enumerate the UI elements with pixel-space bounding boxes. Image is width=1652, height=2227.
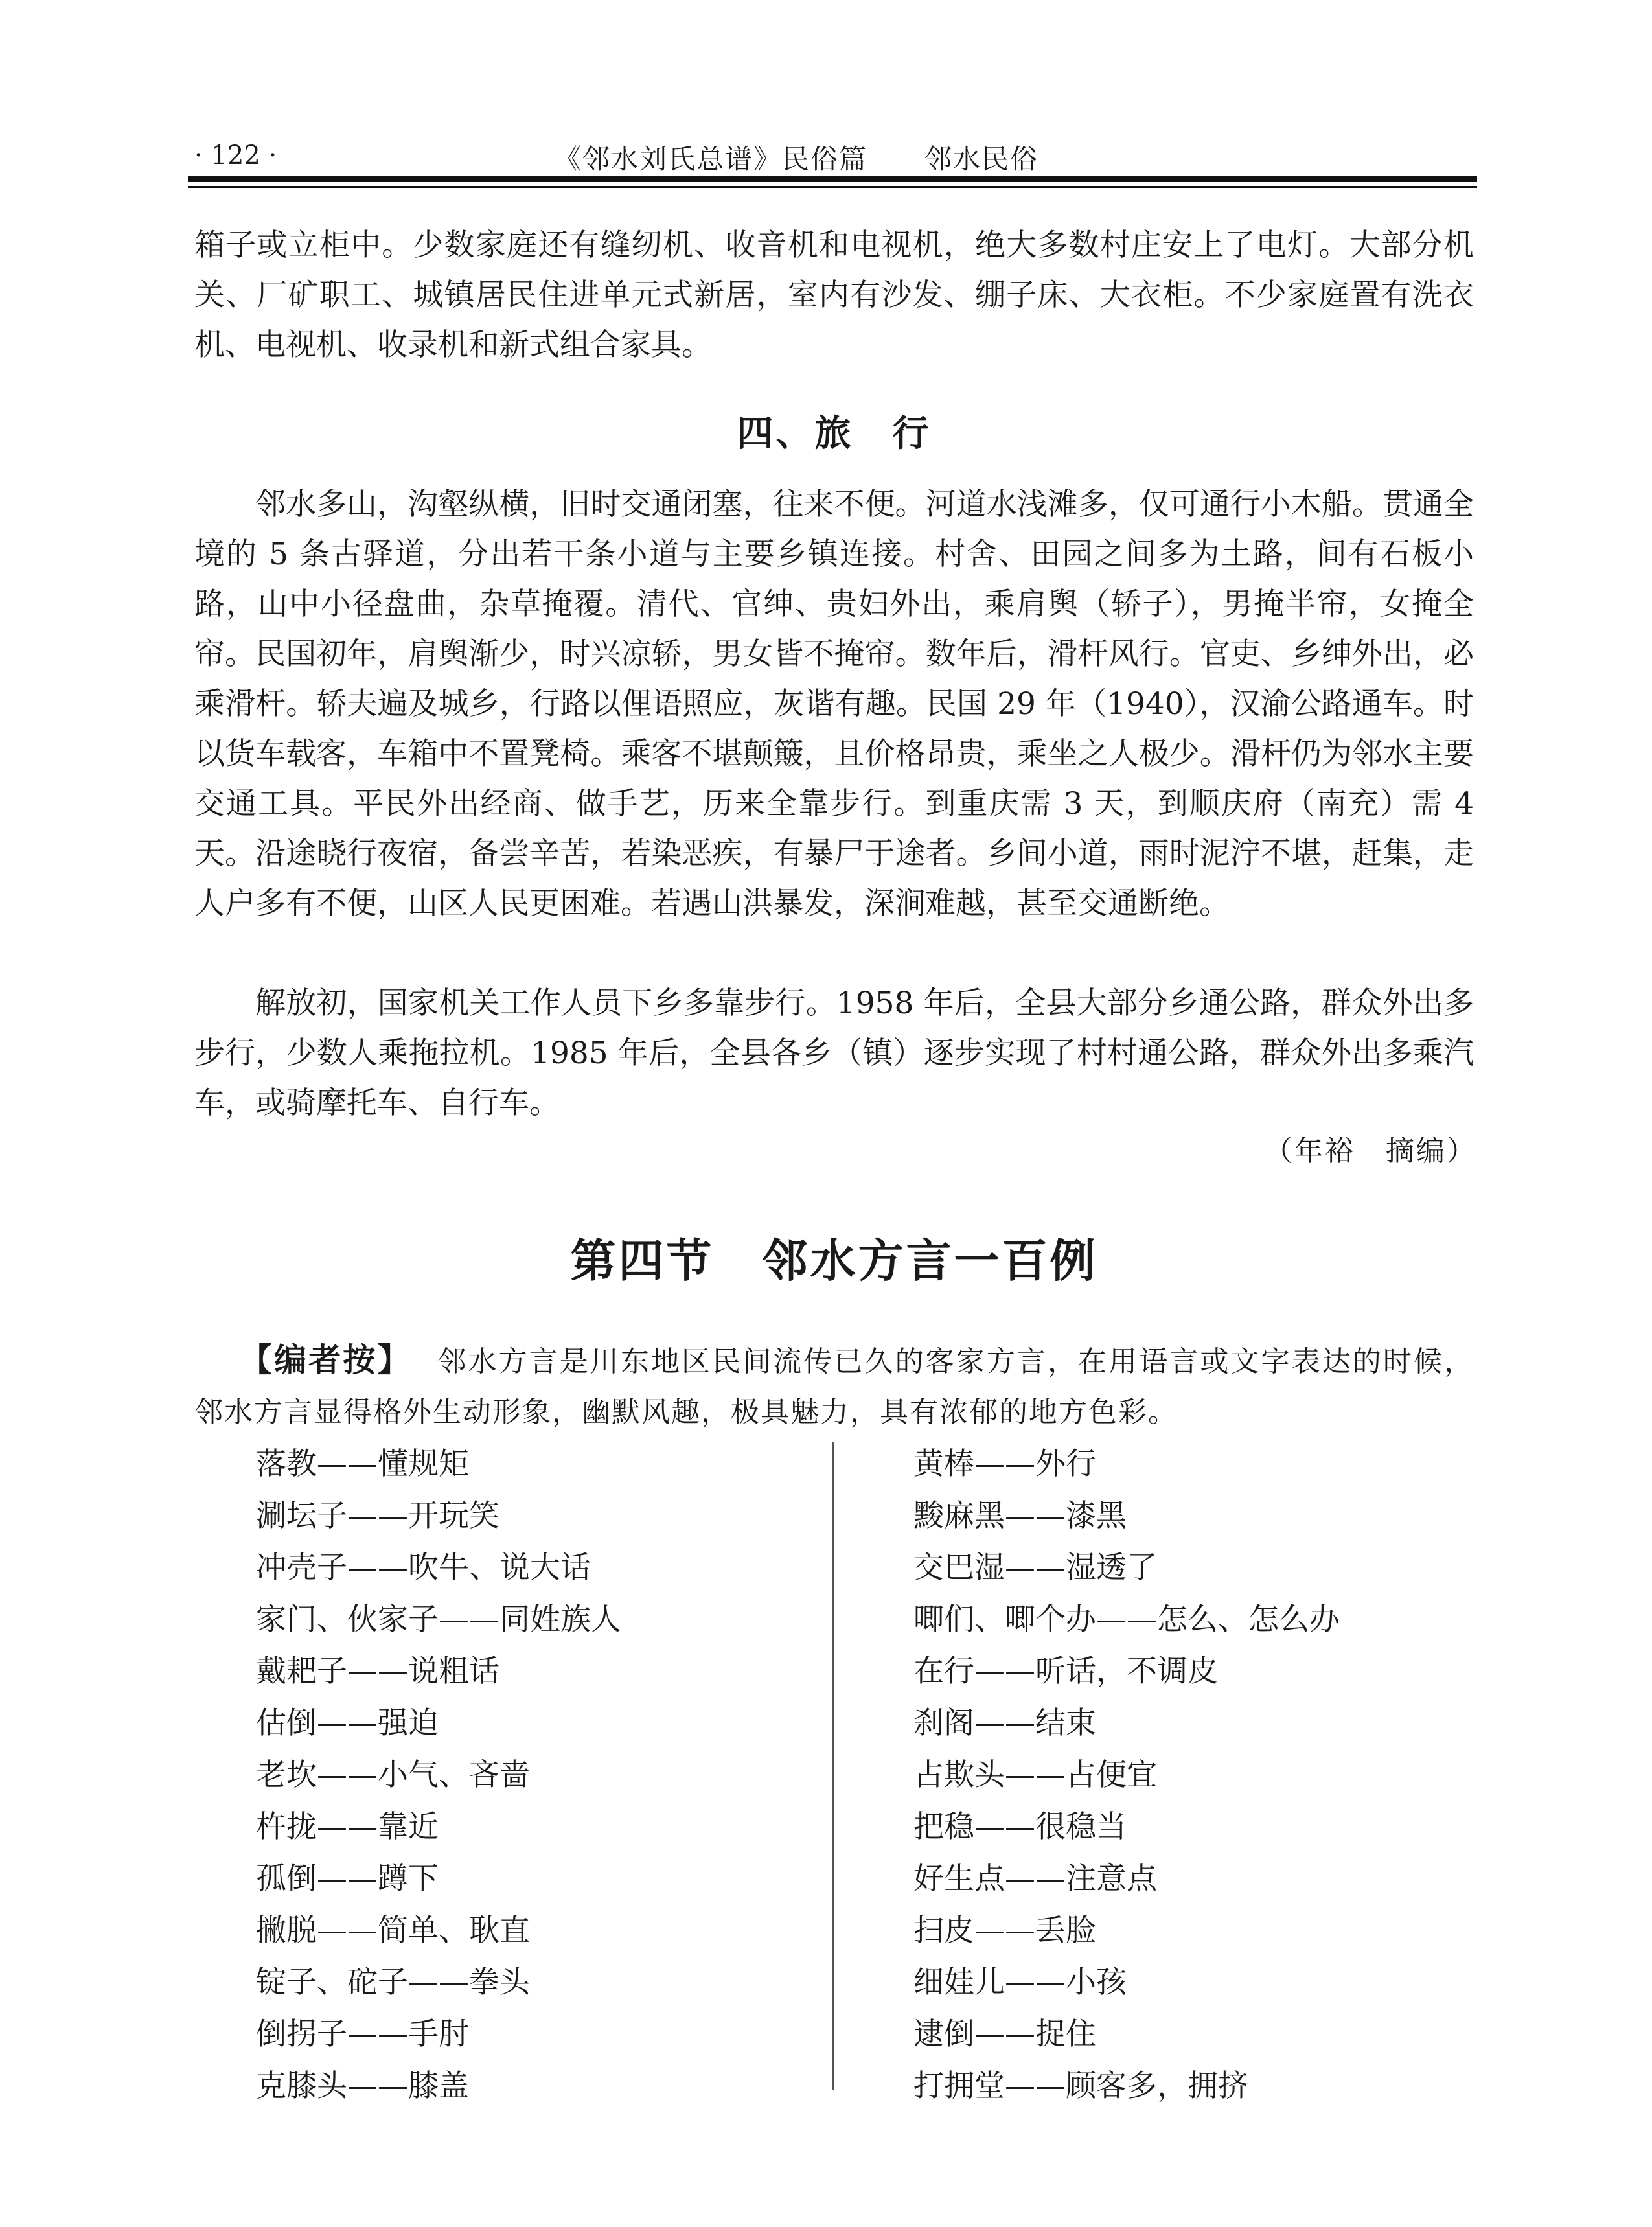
dialect-entry: 落教——懂规矩 bbox=[256, 1446, 469, 1482]
dialect-entry: 冲壳子——吹牛、说大话 bbox=[256, 1550, 591, 1586]
dialect-entry: 刹阁——结束 bbox=[913, 1705, 1096, 1741]
dialect-entry: 在行——听话，不调皮 bbox=[913, 1654, 1218, 1689]
dialect-entry: 扫皮——丢脸 bbox=[913, 1913, 1096, 1948]
travel-paragraph-1: 邻水多山，沟壑纵横，旧时交通闭塞，往来不便。河道水浅滩多，仅可通行小木船。贯通全境的 5 条古驿道，分出若干条小道与主要乡镇连接。村舍、田园之间多为土路，间有石板小路，山中小径盘曲，杂草掩覆。清代、官绅、贵妇外出，乘肩舆（轿子），男掩半帘，女掩全帘。民国初年，肩舆渐少，时兴凉轿，男女皆不掩帘。数年后，滑杆风行。官吏、乡绅外出，必乘滑杆。轿夫遍及城乡，行路以俚语照应，灰谐有趣。民国 29 年（1940），汉渝公路通车。时以货车载客，车箱中不置凳椅。乘客不堪颠簸，且价格昂贵，乘坐之人极少。滑杆仍为邻水主要交通工具。平民外出经商、做手艺，历来全靠步行。到重庆需 3 天，到顺庆府（南充）需 4 天。沿途晓行夜宿，备尝辛苦，若染恶疾，有暴尸于途者。乡间小道，雨时泥泞不堪，赶集，走人户多有不便，山区人民更困难。若遇山洪暴发，深涧难越，甚至交通断绝。 bbox=[194, 487, 1474, 921]
credit-line: （年裕 摘编） bbox=[1264, 1135, 1477, 1168]
dialect-entry: 把稳——很稳当 bbox=[913, 1809, 1127, 1845]
intro-paragraph: 箱子或立柜中。少数家庭还有缝纫机、收音机和电视机，绝大多数村庄安上了电灯。大部分机关、厂矿职工、城镇居民住进单元式新居，室内有沙发、绷子床、大衣柜。不少家庭置有洗衣机、电视机、收录机和新式组合家具。 bbox=[194, 227, 1474, 363]
editor-note-text: 邻水方言是川东地区民间流传已久的客家方言，在用语言或文字表达的时候，邻水方言显得格外生动形象，幽默风趣，极具魅力，具有浓郁的地方色彩。 bbox=[194, 1345, 1474, 1429]
dialect-list-left bbox=[256, 1438, 871, 2112]
running-title: 《邻水刘氏总谱》民俗篇 邻水民俗 bbox=[554, 143, 1039, 175]
dialect-entry: 杵拢——靠近 bbox=[256, 1809, 439, 1845]
dialect-entry: 逮倒——捉住 bbox=[913, 2016, 1096, 2052]
header-rule-thin bbox=[188, 186, 1477, 188]
dialect-entry: 撇脱——简单、耿直 bbox=[256, 1913, 530, 1948]
dialect-entry: 涮坛子——开玩笑 bbox=[256, 1498, 499, 1534]
header-rule-thick bbox=[188, 176, 1477, 182]
dialect-entry: 黢麻黑——漆黑 bbox=[913, 1498, 1127, 1534]
dialect-entry: 估倒——强迫 bbox=[256, 1705, 439, 1741]
section-title: 四、旅 行 bbox=[737, 413, 932, 455]
dialect-entry: 唧们、唧个办——怎么、怎么办 bbox=[913, 1602, 1340, 1637]
travel-paragraph-2: 解放初，国家机关工作人员下乡多靠步行。1958 年后，全县大部分乡通公路，群众外出多步行，少数人乘拖拉机。1985 年后，全县各乡（镇）逐步实现了村村通公路，群众外出多乘汽车，或骑摩托车、自行车。 bbox=[194, 986, 1474, 1121]
page-header bbox=[188, 133, 1477, 173]
dialect-entry: 打拥堂——顾客多，拥挤 bbox=[913, 2068, 1248, 2104]
dialect-list-right bbox=[913, 1438, 1529, 2112]
dialect-entry: 细娃儿——小孩 bbox=[913, 1965, 1127, 2000]
dialect-entry: 占欺头——占便宜 bbox=[913, 1757, 1157, 1793]
dialect-entry: 孤倒——蹲下 bbox=[256, 1861, 439, 1897]
dialect-entry: 老坎——小气、吝啬 bbox=[256, 1757, 530, 1793]
column-divider bbox=[832, 1442, 834, 2090]
dialect-entry: 锭子、砣子——拳头 bbox=[256, 1965, 530, 2000]
dialect-entry: 交巴湿——湿透了 bbox=[913, 1550, 1157, 1586]
editor-note-label: 【编者按】 bbox=[240, 1341, 412, 1379]
page-number: · 122 · bbox=[194, 141, 277, 170]
dialect-entry: 黄棒——外行 bbox=[913, 1446, 1096, 1482]
dialect-entry: 家门、伙家子——同姓族人 bbox=[256, 1602, 621, 1637]
editor-note bbox=[194, 1335, 1474, 1438]
dialect-entry: 好生点——注意点 bbox=[913, 1861, 1157, 1897]
dialect-entry: 戴耙子——说粗话 bbox=[256, 1654, 499, 1689]
dialect-entry: 倒拐子——手肘 bbox=[256, 2016, 469, 2052]
dialect-entry: 克膝头——膝盖 bbox=[256, 2068, 469, 2104]
chapter-title: 第四节 邻水方言一百例 bbox=[570, 1234, 1098, 1287]
